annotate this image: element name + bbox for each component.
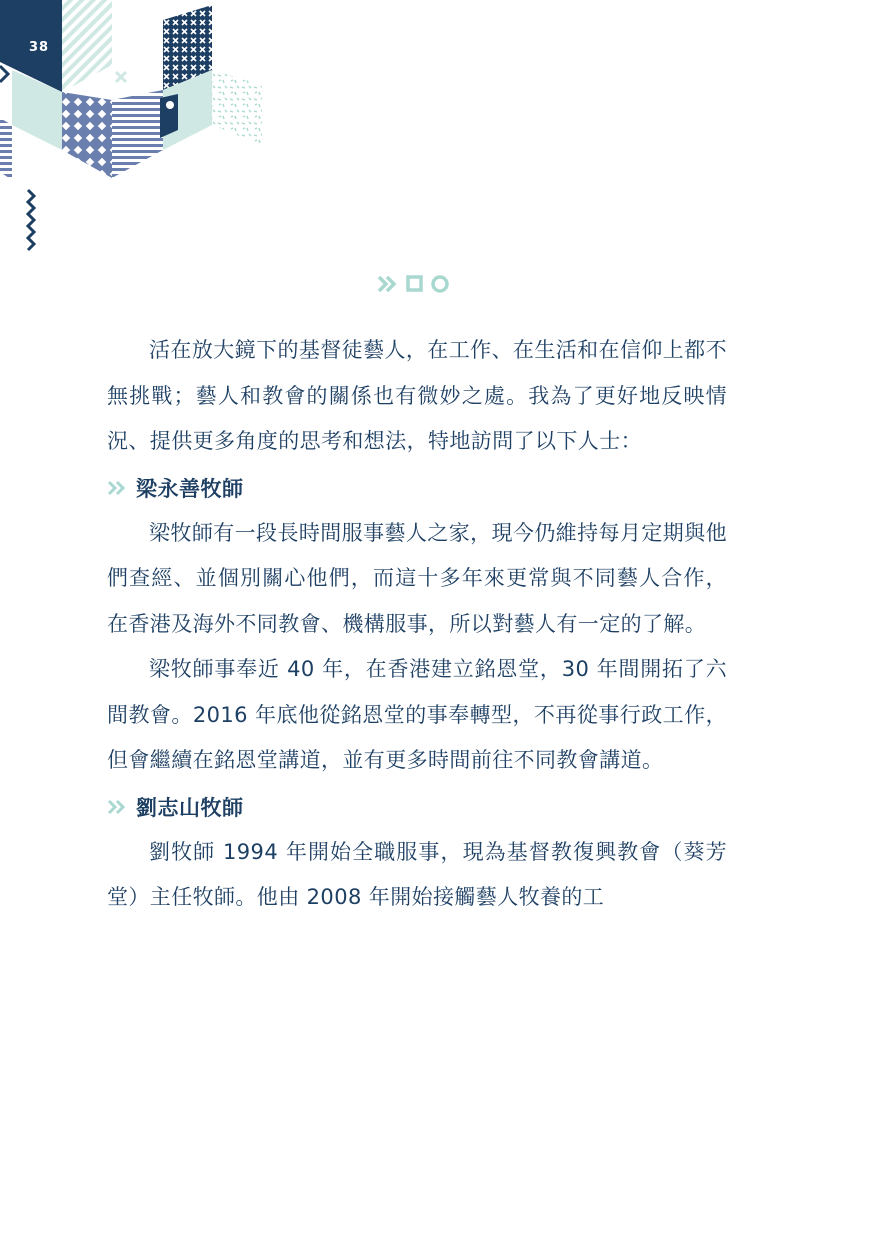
section-heading-text: 梁永善牧師 <box>136 476 244 501</box>
body-paragraph: 劉牧師 1994 年開始全職服事，現為基督教復興教會（葵芳堂）主任牧師。他由 2008 年開始接觸藝人牧養的工 <box>107 839 727 909</box>
body-paragraph: 梁牧師事奉近 40 年，在香港建立銘恩堂，30 年間開拓了六間教會。2016 年底他從銘恩堂的事奉轉型，不再從事行政工作，但會繼續在銘恩堂講道，並有更多時間前往不同教會講道。 <box>107 657 727 772</box>
section-divider <box>376 272 456 296</box>
intro-paragraph: 活在放大鏡下的基督徒藝人，在工作、在生活和在信仰上都不無挑戰；藝人和教會的關係也有微妙之處。我為了更好地反映情況、提供更多角度的思考和想法，特地訪問了以下人士： <box>107 338 727 453</box>
page-number: 38 <box>28 40 50 55</box>
section-heading-lau <box>107 784 727 830</box>
article-body <box>107 328 727 921</box>
section-heading-leung <box>107 465 727 511</box>
double-chevron-icon <box>107 799 129 815</box>
square-icon <box>408 277 421 290</box>
double-chevron-icon <box>107 480 129 496</box>
double-chevron-icon <box>379 277 394 291</box>
circle-icon <box>433 277 447 291</box>
section-heading-text: 劉志山牧師 <box>136 795 244 820</box>
corner-geometric-decoration <box>0 0 270 255</box>
body-paragraph: 梁牧師有一段長時間服事藝人之家，現今仍維持每月定期與他們查經、並個別關心他們，而這十多年來更常與不同藝人合作，在香港及海外不同教會、機構服事，所以對藝人有一定的了解。 <box>107 520 727 636</box>
